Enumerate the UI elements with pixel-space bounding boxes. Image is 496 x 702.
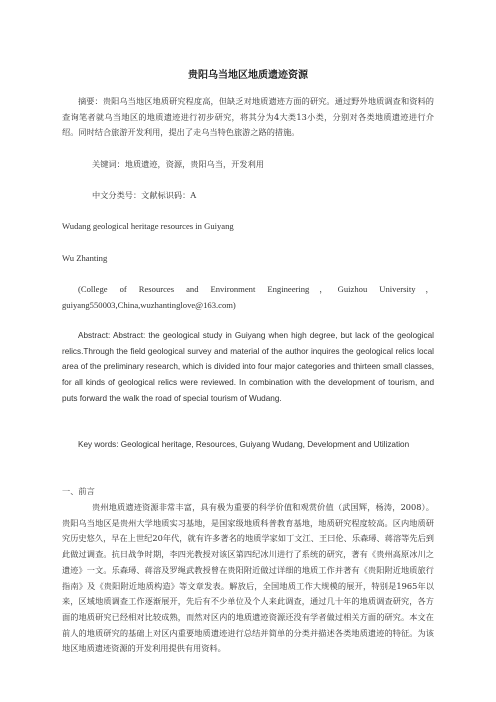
paper-title: 贵阳乌当地区地质遗迹资源 xyxy=(188,70,308,81)
keywords-chinese: 关键词：地质遗迹，资源，贵阳乌当，开发利用 xyxy=(92,159,264,169)
section-1-heading-text: 一、前言 xyxy=(62,486,95,496)
abstract-english: Abstract: Abstract: the geological study in Guiyang when high degree, but lack of the geological relics.Through the field geological survey and material of the author inquires the geological relics local area of the preliminary research, which is divided into four major categories and thirteen small classes, for all kinds of geological relics were reviewed. In combination with the development of tourism, and puts forward the walk the road of special tourism of Wudang. xyxy=(62,331,434,403)
title-english: Wudang geological heritage resources in Guiyang xyxy=(62,221,234,231)
abstract-chinese: 摘要：贵阳乌当地区地质研究程度高，但缺乏对地质遗迹方面的研究。通过野外地质调查和资料的查询笔者就乌当地区的地质遗迹进行初步研究，将其分为4大类13小类，分别对各类地质遗迹进行介绍。同时结合旅游开发利用，提出了走乌当特色旅游之路的措施。 xyxy=(62,96,434,138)
classification-chinese: 中文分类号：文献标识码：A xyxy=(92,190,197,200)
section-1-heading xyxy=(62,484,434,500)
author-english: Wu Zhanting xyxy=(62,253,108,263)
keywords-english: Key words: Geological heritage, Resources, Guiyang Wudang, Development and Utilization xyxy=(78,440,410,449)
affiliation-english: (College of Resources and Environment Engineering，Guizhou University，guiyang550003,China,wuzhantinglove@163.com) xyxy=(62,284,434,310)
section-1-body: 贵州地质遗迹资源非常丰富，具有极为重要的科学价值和观赏价值（武国辉，杨涛，2008）。贵阳乌当地区是贵州大学地质实习基地，是国家级地质科普教育基地，地质研究程度较高。区内地质研究历史悠久，早在上世纪20年代，就有许多著名的地质学家如丁文江、王曰伦、乐森璕、蒋溶等先后到此做过调查。抗日战争时期，李四光教授对该区第四纪冰川进行了系统的研究，著有《贵州高原冰川之遗迹》一文。乐森璕、蒋溶及罗绳武教授曾在贵阳附近做过详细的地质工作并著有《贵阳附近地质旅行指南》及《贵阳附近地质构造》等文章发表。解放后，全国地质工作大规模的展开，特别是1965年以来，区域地质调查工作逐渐展开，先后有不少单位及个人来此调查，通过几十年的地质调查研究，各方面的地质研究已经相对比较成熟，而然对区内的地质遗迹资源还没有学者做过相关方面的研究。本文在前人的地质研究的基础上对区内重要地质遗迹进行总结并简单的分类并描述各类地质遗迹的特征。为该地区地质遗迹资源的开发利用提供有用资料。 xyxy=(62,502,434,654)
